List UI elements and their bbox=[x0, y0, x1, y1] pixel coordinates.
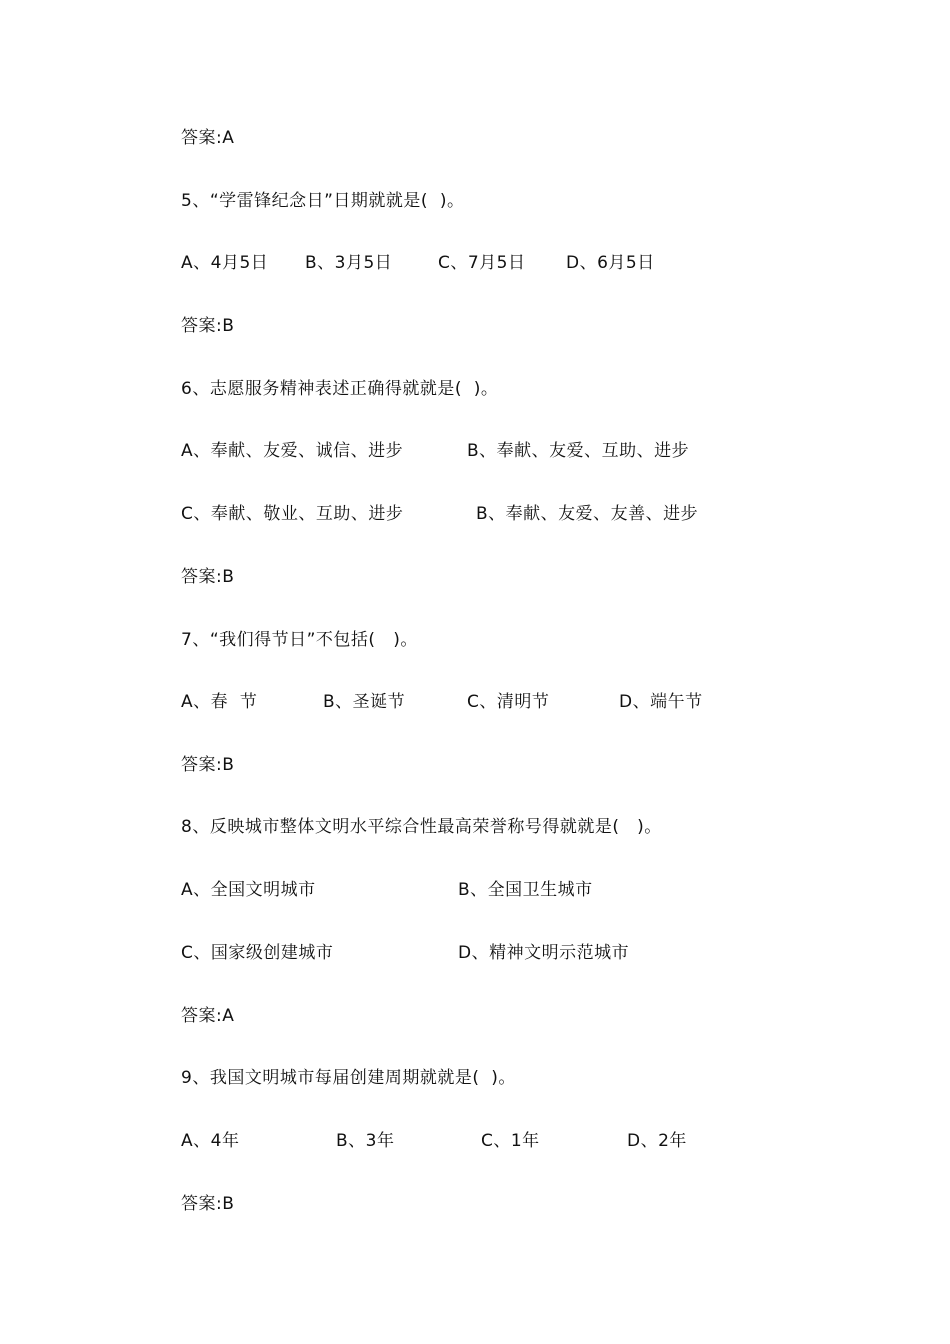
q8-option-a: A、全国文明城市 bbox=[181, 880, 316, 900]
answer-6: 答案:B bbox=[181, 567, 235, 587]
q8-option-d: D、精神文明示范城市 bbox=[458, 943, 630, 963]
q7-option-c: C、清明节 bbox=[467, 692, 550, 712]
q6-option-d: B、奉献、友爱、友善、进步 bbox=[476, 504, 699, 524]
q7-option-a: A、春 节 bbox=[181, 692, 258, 712]
question-9: 9、我国文明城市每届创建周期就就是( )。 bbox=[181, 1068, 516, 1088]
question-8: 8、反映城市整体文明水平综合性最高荣誉称号得就就是( )。 bbox=[181, 817, 662, 837]
q6-option-a: A、奉献、友爱、诚信、进步 bbox=[181, 441, 404, 461]
answer-8: 答案:A bbox=[181, 1006, 235, 1026]
answer-9: 答案:B bbox=[181, 1194, 235, 1214]
q8-option-c: C、国家级创建城市 bbox=[181, 943, 334, 963]
question-7: 7、“我们得节日”不包括( )。 bbox=[181, 630, 418, 650]
q5-option-a: A、4月5日 bbox=[181, 253, 269, 273]
q8-option-b: B、全国卫生城市 bbox=[458, 880, 593, 900]
q9-option-b: B、3年 bbox=[336, 1131, 395, 1151]
q6-option-b: B、奉献、友爱、互助、进步 bbox=[467, 441, 690, 461]
q6-option-c: C、奉献、敬业、互助、进步 bbox=[181, 504, 404, 524]
q7-option-d: D、端午节 bbox=[619, 692, 703, 712]
answer-5: 答案:B bbox=[181, 316, 235, 336]
q9-option-d: D、2年 bbox=[627, 1131, 687, 1151]
answer-7: 答案:B bbox=[181, 755, 235, 775]
answer-4: 答案:A bbox=[181, 128, 235, 148]
q9-option-a: A、4年 bbox=[181, 1131, 240, 1151]
q5-option-b: B、3月5日 bbox=[305, 253, 393, 273]
q5-option-c: C、7月5日 bbox=[438, 253, 526, 273]
q9-option-c: C、1年 bbox=[481, 1131, 540, 1151]
question-6: 6、志愿服务精神表述正确得就就是( )。 bbox=[181, 379, 499, 399]
question-5: 5、“学雷锋纪念日”日期就就是( )。 bbox=[181, 191, 465, 211]
q7-option-b: B、圣诞节 bbox=[323, 692, 406, 712]
q5-option-d: D、6月5日 bbox=[566, 253, 655, 273]
